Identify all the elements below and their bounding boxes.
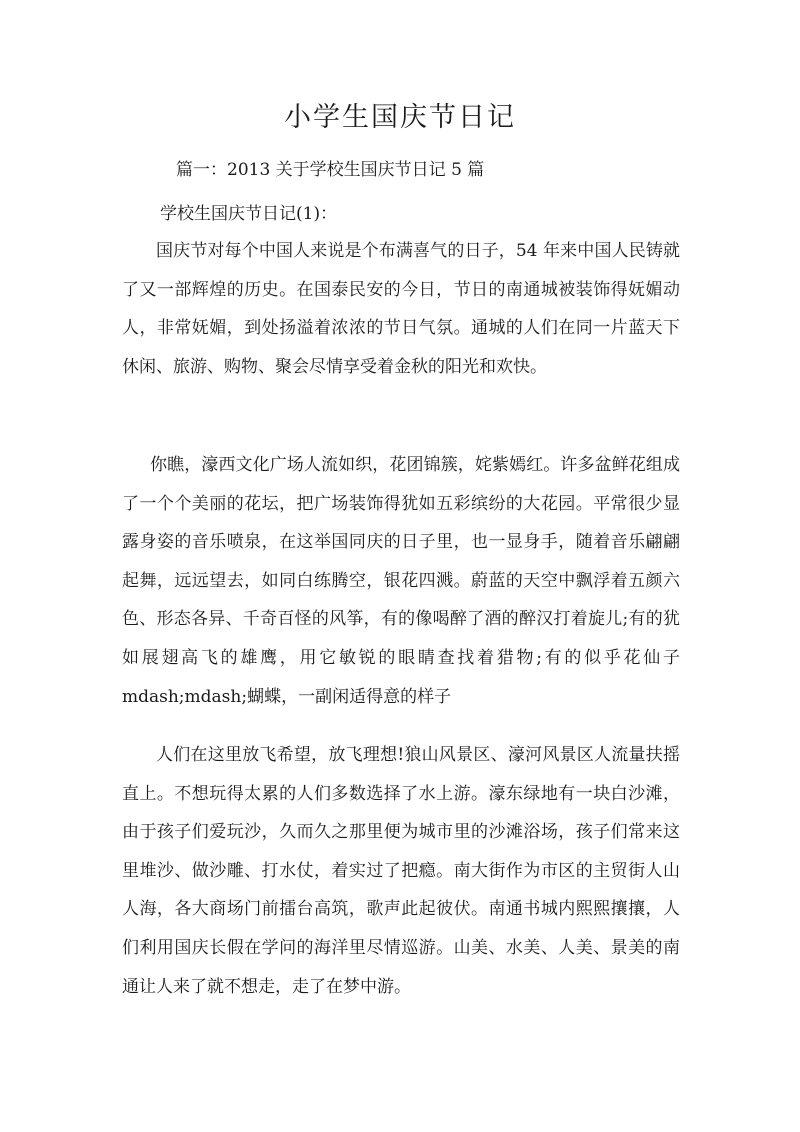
paragraph-2: 你瞧，濠西文化广场人流如织，花团锦簇，姹紫嫣红。许多盆鲜花组成了一个个美丽的花坛，把广场装饰得犹如五彩缤纷的大花园。平常很少显露身姿的音乐喷泉，在这举国同庆的日子里，也一显身手，随着音乐翩翩起舞，远远望去，如同白练腾空，银花四溅。蔚蓝的天空中飘浮着五颜六色、形态各异、千奇百怪的风筝，有的像喝醉了酒的醉汉打着旋儿;有的犹如展翅高飞的雄鹰，用它敏锐的眼睛查找着猎物;有的似乎花仙子 mdash;mdash;蝴蝶，一副闲适得意的样子 [122, 455, 680, 707]
paragraph-1: 国庆节对每个中国人来说是个布满喜气的日子，54 年来中国人民铸就了又一部辉煌的历史。在国泰民安的今日，节日的南通城被装饰得妩媚动人，非常妩媚，到处扬溢着浓浓的节日气氛。通城的人们在同一片蓝天下休闲、旅游、购物、聚会尽情享受着金秋的阳光和欢快。 [122, 241, 680, 377]
section-heading: 学校生国庆节日记(1)： [160, 204, 338, 224]
page-title: 小学生国庆节日记 [284, 102, 516, 133]
paragraph-3: 人们在这里放飞希望，放飞理想!狼山风景区、濠河风景区人流量扶摇直上。不想玩得太累的人们多数选择了水上游。濠东绿地有一块白沙滩，由于孩子们爱玩沙，久而久之那里便为城市里的沙滩浴场，孩子们常来这里堆沙、做沙雕、打水仗，着实过了把瘾。南大街作为市区的主贸街人山人海，各大商场门前擂台高筑，歌声此起彼伏。南通书城内熙熙攘攘，人们利用国庆长假在学问的海洋里尽情巡游。山美、水美、人美、景美的南通让人来了就不想走，走了在梦中游。 [122, 745, 680, 997]
document-subtitle: 篇一：2013 关于学校生国庆节日记 5 篇 [176, 160, 485, 180]
